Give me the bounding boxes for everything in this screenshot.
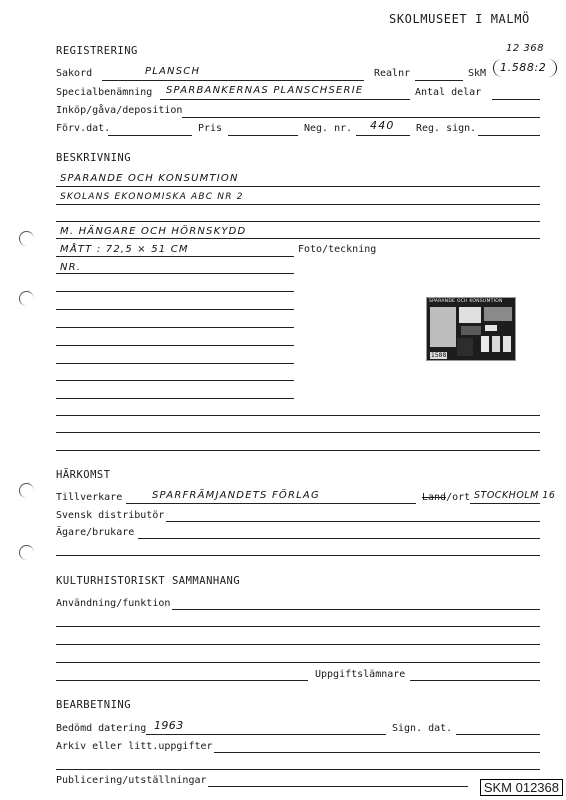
ort-label: /ort [446,492,471,503]
neg-line [356,135,410,136]
sakord-label: Sakord [56,68,93,79]
rule [56,662,540,663]
land-line [470,503,540,504]
datering-value: 1963 [154,719,184,732]
foto-label: Foto/teckning [298,244,377,255]
signdat-line [456,734,540,735]
agare-line [138,538,540,539]
section-harkomst: HÄRKOMST [56,469,111,481]
rule [56,415,540,416]
inkop-label: Inköp/gåva/deposition [56,105,183,116]
rule [56,327,294,328]
land-label-struck: Land [422,492,447,503]
rule [56,432,540,433]
rule [56,626,540,627]
neg-label: Neg. nr. [304,123,353,134]
museum-name: SKOLMUSEET I MALMÖ [389,12,530,26]
beskrivning-line-2: SKOLANS EKONOMISKA ABC NR 2 [60,192,244,202]
skm-label: SkM [468,68,487,79]
poster-photo-number: 1588 [431,352,447,359]
beskrivning-line-6: NR. [60,262,82,273]
rule [56,256,294,257]
punch-hole [19,291,34,306]
rule [56,555,540,556]
rule [56,186,540,187]
section-beskrivning: BESKRIVNING [56,152,132,164]
sakord-value: PLANSCH [145,66,201,77]
section-registrering: REGISTRERING [56,45,138,57]
datering-label: Bedömd datering [56,723,147,734]
pris-line [228,135,298,136]
poster-photo-title: SPARANDE OCH KONSUMTION [429,299,503,304]
tillverkare-value: SPARFRÄMJANDETS FÖRLAG [152,490,320,501]
rule [56,291,294,292]
record-id: SKM 012368 [480,779,563,796]
rule [56,221,540,222]
punch-hole [19,231,34,246]
arkiv-line [214,752,540,753]
uppgift-label: Uppgiftslämnare [315,669,406,680]
inkop-line [182,117,540,118]
tillverkare-label: Tillverkare [56,492,123,503]
rule [56,680,308,681]
rule [56,309,294,310]
punch-hole [19,545,34,560]
rule [56,450,540,451]
rule [56,380,294,381]
land-ort-label [422,492,470,504]
tillverkare-line [126,503,416,504]
ort-value: STOCKHOLM 16 [474,490,556,501]
sakord-line [102,80,364,81]
regsign-label: Reg. sign. [416,123,477,134]
special-label: Specialbenämning [56,87,153,98]
punch-hole [19,483,34,498]
beskrivning-line-5: MÅTT : 72,5 × 51 CM [60,244,189,255]
rule [56,769,540,770]
rule [56,398,294,399]
forv-line [108,135,192,136]
distributor-line [166,521,540,522]
rule [56,363,294,364]
rule [56,273,294,274]
rule [56,345,294,346]
regsign-line [478,135,540,136]
neg-value: 440 [370,119,395,132]
forv-label: Förv.dat. [56,123,111,134]
poster-photo [426,297,516,361]
catalog-note: 12 368 [506,43,544,54]
antal-label: Antal delar [415,87,482,98]
datering-line [146,734,386,735]
arkiv-label: Arkiv eller litt.uppgifter [56,741,213,752]
beskrivning-line-4: M. HÄNGARE OCH HÖRNSKYDD [60,226,247,237]
rule [56,644,540,645]
rule [56,238,540,239]
uppgift-line [410,680,540,681]
section-kultur: KULTURHISTORISKT SAMMANHANG [56,575,241,587]
antal-line [492,99,540,100]
pris-label: Pris [198,123,223,134]
beskrivning-line-1: SPARANDE OCH KONSUMTION [60,173,239,184]
agare-label: Ägare/brukare [56,527,135,538]
realnr-line [415,80,463,81]
anvandning-line [172,609,540,610]
special-line [160,99,410,100]
rule [56,204,540,205]
publicering-label: Publicering/utställningar [56,775,207,786]
distributor-label: Svensk distributör [56,510,165,521]
anvandning-label: Användning/funktion [56,598,171,609]
skm-value: 1.588:2 [500,61,547,74]
realnr-label: Realnr [374,68,411,79]
section-bearbetning: BEARBETNING [56,699,132,711]
signdat-label: Sign. dat. [392,723,453,734]
publicering-line [208,786,468,787]
special-value: SPARBANKERNAS PLANSCHSERIE [166,85,364,96]
